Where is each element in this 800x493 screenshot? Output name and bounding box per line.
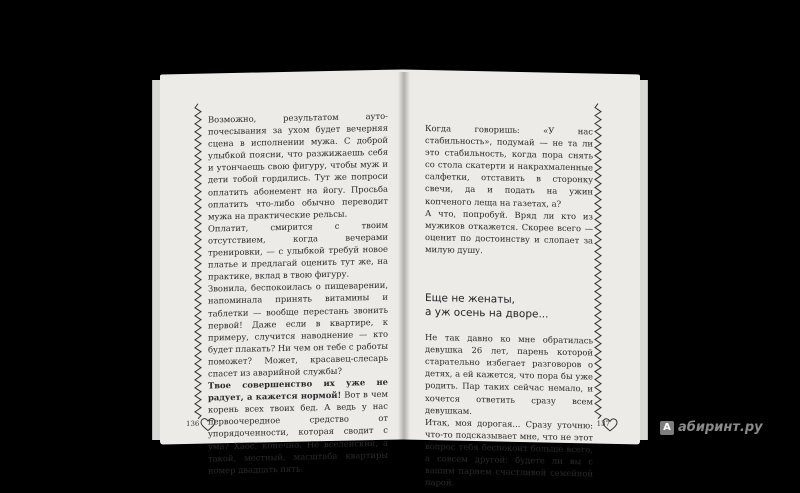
section-heading-line1: Еще не женаты,: [425, 292, 515, 306]
left-page: [160, 69, 403, 476]
section-gap: [425, 255, 593, 295]
right-page-body: [425, 122, 593, 492]
watermark-text: абиринт.ру: [678, 420, 763, 435]
page-number: 137: [596, 419, 610, 428]
paragraph: Звонила, беспокоилась о пищеварении, напоминала принять витамины и таблетки — вообще перестань звонить первой! Даже если в квартире, к примеру, случится наводнение — кто будет плакать? Ни чем он тебе с работы поможет? Может, красавец-слесарь спасет из аварийной службы?: [208, 280, 388, 379]
page-number: 136: [186, 419, 200, 429]
paragraph: Возможно, результатом ауто-почесывания за ухом будет вечерняя сцена в исполнении мужа. С доброй улыбкой поясни, что разжижаешь себя и утончаешь свою фигуру, чтобы муж и дети тобой гордились. Тут же попроси оплатить абонемент на йогу. Просьба оплатить что-либо обычно переводит мужа на практические рельсы.: [208, 110, 388, 222]
open-book: [150, 72, 650, 488]
watermark[interactable]: [660, 420, 763, 435]
paragraph: Итак, моя дорогая... Сразу уточню: что-то подсказывает мне, что не этот вопрос тебя беспокоит больше всего, а совсем другой: будете ли вы с вашим парнем счастливой семейной парой.: [425, 416, 593, 488]
paragraph: Оплатит, смирится с твоим отсутствием, когда вечерами тренировки, — с улыбкой требуй новое платье и предлагай оценить тут же, на практике, вклад в твою фигуру.: [208, 219, 388, 282]
zigzag-border-icon: [194, 104, 202, 419]
heart-icon: [200, 417, 216, 431]
left-page-body: [208, 110, 388, 477]
paragraph-tail: Вот в чем корень всех твоих бед. А ведь у нас первоочередное средство от упорядоченности, которая сводит с ума? Хаос, конечно. Не вселенский, а такой, местный, масштаба квартиры номер двадцать пять.: [208, 388, 388, 476]
paragraph: Не так давно ко мне обратилась девушка 26 лет, парень которой старательно избегает разговоров о детях, а ей кажется, что пора бы уже родить. Пар таких сейчас немало, и хочется ответить сразу всем девушкам.: [425, 332, 593, 416]
paragraph: А что, попробуй. Вряд ли кто из мужиков откажется. Скорее всего — оценит по достоинству и слопает за милую душу.: [425, 207, 593, 256]
bold-lead: Твое совершенство их уже не радует, а кажется нормой!: [208, 376, 388, 403]
right-page: [403, 70, 640, 488]
zigzag-border-icon: [594, 104, 602, 419]
paragraph: Когда говоришь: «У нас стабильность», подумай — не та ли это стабильность, когда пора снять со стола скатерти и накрахмаленные салфетки, отставить в сторонку свечи, да и подать на ужин копченого леща на газетах, а?: [425, 122, 593, 209]
labirint-logo-icon: А: [660, 421, 674, 435]
section-heading-line2: а уж осень на дворе...: [425, 306, 549, 321]
heart-icon: [602, 418, 618, 432]
book-spine: [398, 72, 410, 442]
paragraph: [208, 376, 388, 477]
